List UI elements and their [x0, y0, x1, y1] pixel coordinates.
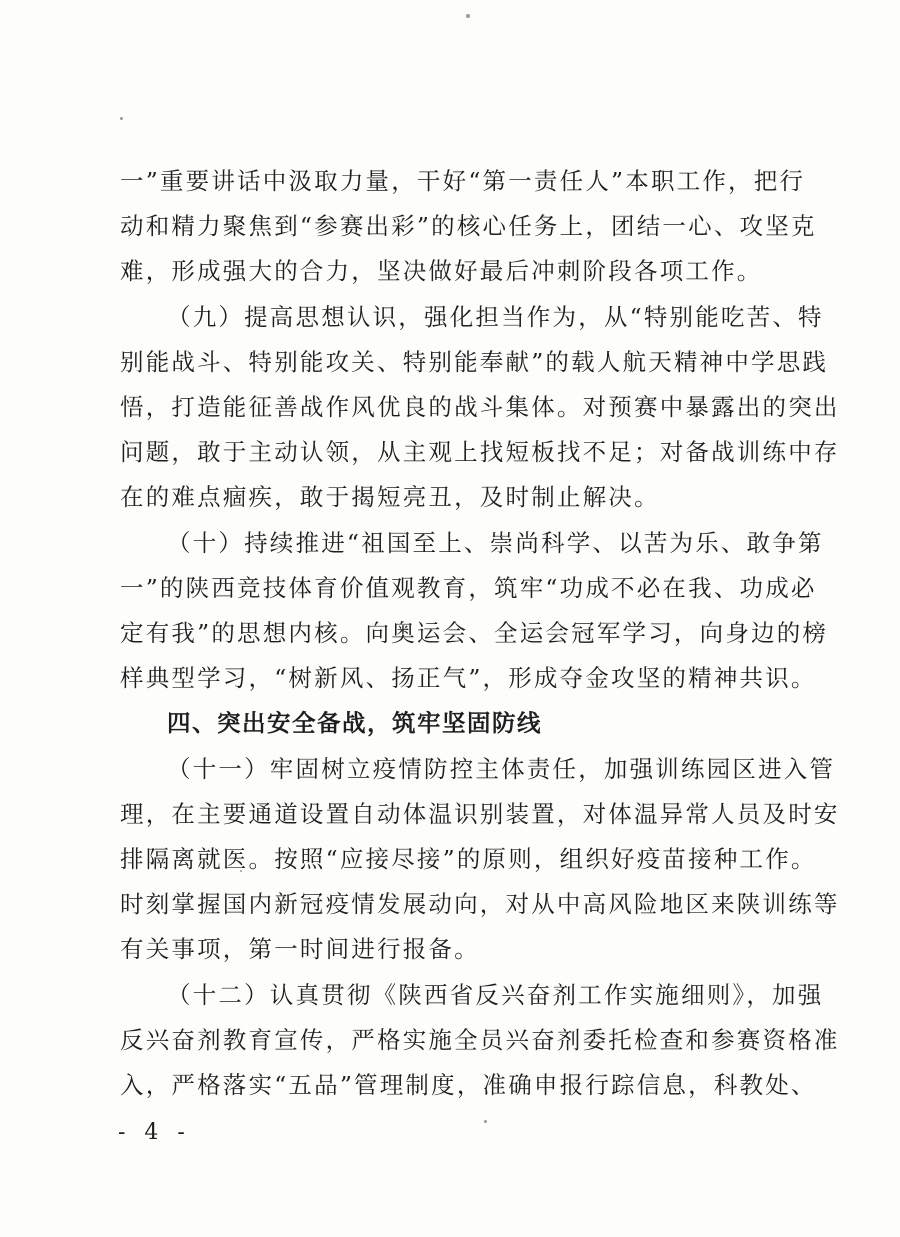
- text-line: 有关事项，第一时间进行报备。: [120, 935, 480, 963]
- text-line: 定有我”的思想内核。向奥运会、全运会冠军学习，向身边的榜: [120, 619, 829, 647]
- scan-speck: [120, 117, 123, 120]
- section-heading: 四、突出安全备战，筑牢坚固防线: [167, 709, 542, 737]
- text-line: （十二）认真贯彻《陕西省反兴奋剂工作实施细则》，加强: [167, 981, 824, 1009]
- text-line: 排隔离就医。按照“应接尽接”的原则，组织好疫苗接种工作。: [120, 845, 817, 873]
- text-line: （十）持续推进“祖国至上、崇尚科学、以苦为乐、敢争第: [167, 529, 824, 557]
- scan-speck: [484, 1120, 487, 1123]
- text-line: 一”的陕西竞技体育价值观教育，筑牢“功成不必在我、功成必: [120, 574, 817, 602]
- text-line: 动和精力聚焦到“参赛出彩”的核心任务上，团结一心、攻坚克: [120, 212, 817, 240]
- text-line: 理，在主要通道设置自动体温识别装置，对体温异常人员及时安: [120, 800, 840, 828]
- text-line: （十一）牢固树立疫情防控主体责任，加强训练园区进入管: [167, 755, 836, 783]
- text-line: 在的难点痼疾，敢于揭短亮丑，及时制止解决。: [120, 483, 660, 511]
- text-line: 样典型学习，“树新风、扬正气”，形成夺金攻坚的精神共识。: [120, 664, 817, 692]
- text-line: 反兴奋剂教育宣传，严格实施全员兴奋剂委托检查和参赛资格准: [120, 1026, 840, 1054]
- page-number: - 4 -: [118, 1120, 191, 1145]
- text-line: 悟，打造能征善战作风优良的战斗集体。对预赛中暴露出的突出: [120, 393, 840, 421]
- text-line: 问题，敢于主动认领，从主观上找短板找不足；对备战训练中存: [120, 438, 840, 466]
- text-line: 难，形成强大的合力，坚决做好最后冲刺阶段各项工作。: [120, 257, 763, 285]
- text-line: （九）提高思想认识，强化担当作为，从“特别能吃苦、特: [167, 303, 824, 331]
- text-line: 一”重要讲话中汲取力量，干好“第一责任人”本职工作，把行: [120, 167, 806, 195]
- text-line: 别能战斗、特别能攻关、特别能奉献”的载人航天精神中学思践: [120, 348, 829, 376]
- text-line: 入，严格落实“五品”管理制度，准确申报行踪信息，科教处、: [120, 1071, 817, 1099]
- scan-speck: [466, 14, 470, 18]
- text-line: 时刻掌握国内新冠疫情发展动向，对从中高风险地区来陕训练等: [120, 890, 840, 918]
